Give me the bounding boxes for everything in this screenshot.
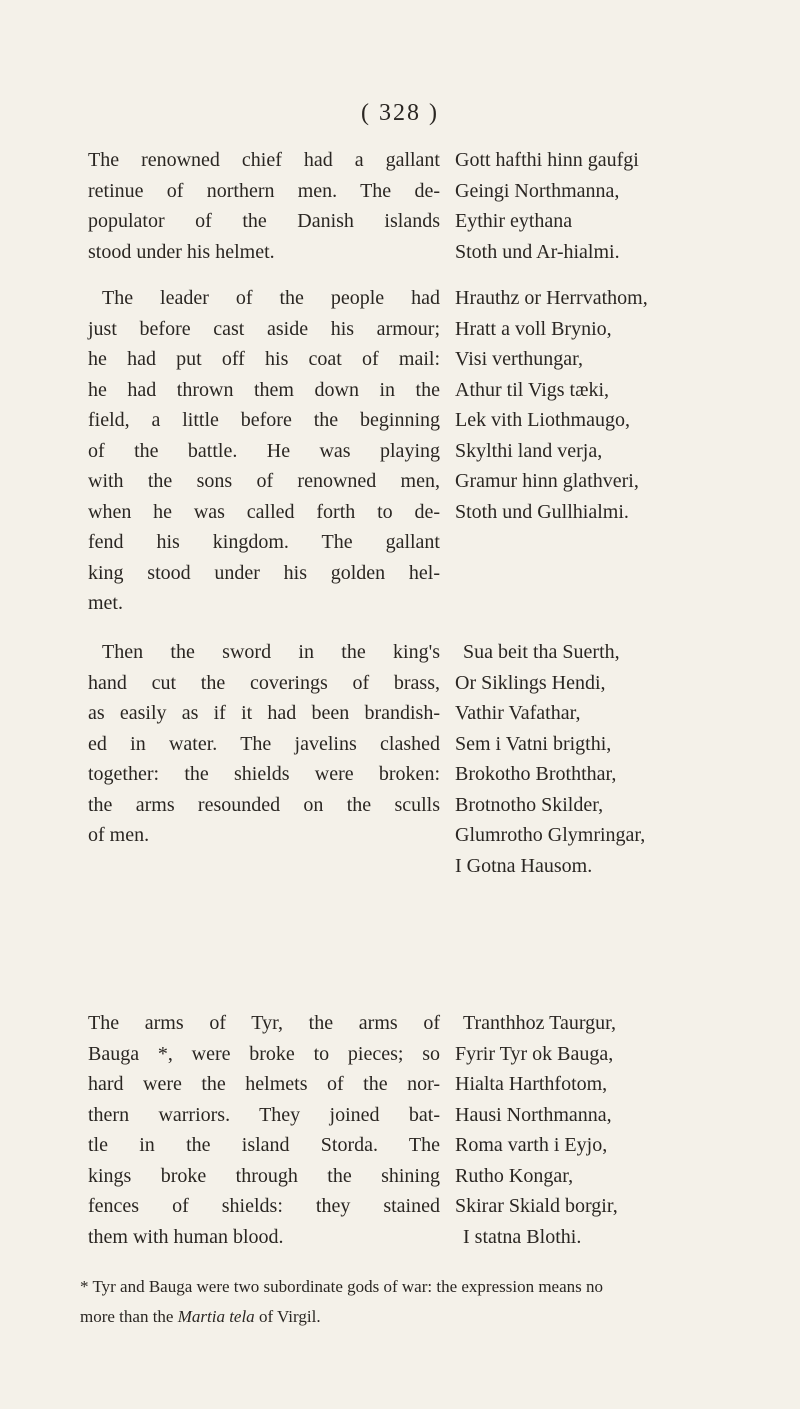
norse-line: I statna Blothi. xyxy=(463,1225,582,1248)
norse-line: Skirar Skiald borgir, xyxy=(455,1195,618,1217)
norse-line: Lek vith Liothmaugo, xyxy=(455,409,630,431)
english-line: ed in water. The javelins clashed xyxy=(88,732,440,755)
english-translation xyxy=(88,283,440,619)
english-line: kings broke through the shining xyxy=(88,1164,440,1187)
norse-verse xyxy=(455,1008,785,1252)
norse-line: Hrauthz or Herrvathom, xyxy=(455,287,648,309)
english-line: them with human blood. xyxy=(88,1225,284,1248)
english-line: he had thrown them down in the xyxy=(88,378,440,401)
english-translation xyxy=(88,1008,440,1252)
english-line: tle in the island Storda. The xyxy=(88,1134,440,1156)
footnote-italic-phrase: Martia tela xyxy=(177,1307,255,1326)
english-line: together: the shields were broken: xyxy=(88,763,440,785)
english-line: of the battle. He was playing xyxy=(88,439,440,462)
footnote-text: more than the xyxy=(80,1307,174,1326)
norse-line: Hialta Harthfotom, xyxy=(455,1073,608,1095)
norse-line: Stoth und Gullhialmi. xyxy=(455,500,629,523)
english-line: Then the sword in the king's xyxy=(102,641,440,663)
norse-line: Fyrir Tyr ok Bauga, xyxy=(455,1042,614,1065)
footnote-text: of Virgil. xyxy=(258,1307,321,1326)
norse-verse xyxy=(455,283,785,527)
norse-verse xyxy=(455,145,785,267)
english-line: The arms of Tyr, the arms of xyxy=(88,1012,440,1034)
norse-line: Brotnotho Skilder, xyxy=(455,793,604,816)
norse-line: Athur til Vigs tæki, xyxy=(455,378,610,401)
english-line: fences of shields: they stained xyxy=(88,1195,440,1217)
english-line: populator of the Danish islands xyxy=(88,210,440,232)
english-line: The leader of the people had xyxy=(102,287,440,309)
norse-line: Rutho Kongar, xyxy=(455,1164,574,1187)
norse-line: Gott hafthi hinn gaufgi xyxy=(455,149,639,171)
english-line: king stood under his golden hel- xyxy=(88,561,440,584)
english-line: retinue of northern men. The de- xyxy=(88,179,440,202)
english-line: field, a little before the beginning xyxy=(88,409,440,431)
english-line: with the sons of renowned men, xyxy=(88,470,440,492)
english-line: fend his kingdom. The gallant xyxy=(88,531,440,553)
footnote-line xyxy=(80,1302,800,1332)
english-line: Bauga *, were broke to pieces; so xyxy=(88,1042,440,1065)
english-line: just before cast aside his armour; xyxy=(88,317,440,340)
english-line: met. xyxy=(88,592,123,614)
norse-line: Eythir eythana xyxy=(455,210,573,232)
norse-line: Sem i Vatni brigthi, xyxy=(455,732,612,755)
page-number: ( 328 ) xyxy=(361,100,439,126)
english-line: thern warriors. They joined bat- xyxy=(88,1103,440,1126)
english-line: hand cut the coverings of brass, xyxy=(88,671,440,694)
norse-line: Vathir Vafathar, xyxy=(455,702,581,724)
english-line: the arms resounded on the sculls xyxy=(88,793,440,816)
english-line: he had put off his coat of mail: xyxy=(88,348,440,370)
norse-line: Glumrotho Glymringar, xyxy=(455,824,646,846)
norse-line: Roma varth i Eyjo, xyxy=(455,1134,608,1156)
norse-line: Visi verthungar, xyxy=(455,348,583,370)
english-line: The renowned chief had a gallant xyxy=(88,149,440,171)
norse-line: Gramur hinn glathveri, xyxy=(455,470,639,492)
norse-line: Geingi Northmanna, xyxy=(455,179,620,202)
english-line: hard were the helmets of the nor- xyxy=(88,1073,440,1095)
norse-line: Sua beit tha Suerth, xyxy=(463,641,620,663)
norse-verse xyxy=(455,637,785,881)
norse-line: Skylthi land verja, xyxy=(455,439,603,462)
norse-line: Brokotho Broththar, xyxy=(455,763,617,785)
footnote xyxy=(80,1272,800,1332)
norse-line: Hausi Northmanna, xyxy=(455,1103,612,1126)
english-translation xyxy=(88,145,440,267)
footnote-line: * Tyr and Bauga were two subordinate gods of war: the expression means no xyxy=(80,1277,604,1296)
norse-line: I Gotna Hausom. xyxy=(455,854,593,877)
norse-line: Stoth und Ar-hialmi. xyxy=(455,240,620,263)
norse-line: Or Siklings Hendi, xyxy=(455,671,606,694)
norse-line: Tranthhoz Taurgur, xyxy=(463,1012,616,1034)
english-line: of men. xyxy=(88,824,150,846)
english-line: as easily as if it had been brandish- xyxy=(88,702,440,724)
norse-line: Hratt a voll Brynio, xyxy=(455,317,612,340)
english-translation xyxy=(88,637,440,851)
english-line: stood under his helmet. xyxy=(88,240,275,263)
english-line: when he was called forth to de- xyxy=(88,500,440,523)
